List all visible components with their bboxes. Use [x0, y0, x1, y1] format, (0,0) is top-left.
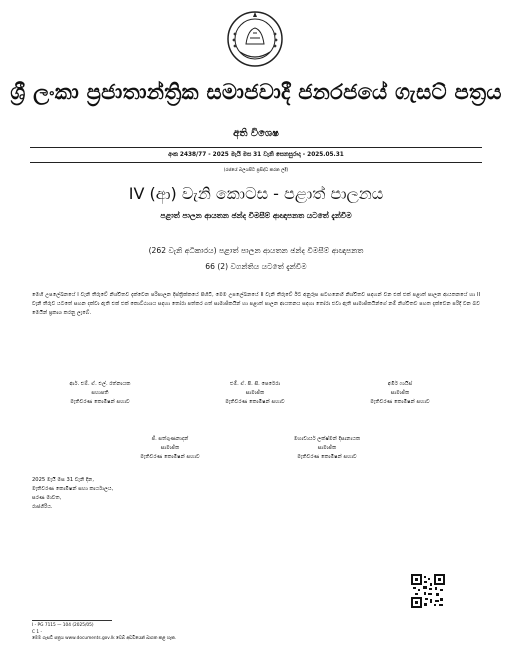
act-line: (262 වැනි අධිකාරය) පළාත් පාලන ආයතන ඡන්ද විමසීම් ආඥාපනත [148, 246, 364, 255]
signatory-name: එම්. ඒ. පී. සී. පෙරේරා [229, 381, 281, 387]
notice-heading: පළාත් පාලන ආයතන ඡන්ද විමසීම් ආඥාපනත යටතේ දැන්වීම [160, 211, 352, 220]
signatory-name: ජී. සත්ගුණනාදන් [151, 436, 189, 442]
issue-line: අංක 2438/77 - 2025 මැයි මස 31 වැනි සෙනසුරාදා - 2025.05.31 [30, 147, 482, 163]
signatory-role: සාමාජික [245, 390, 265, 396]
street: සරණ මාවත, [32, 495, 62, 501]
signatory-name: මහාචාර්ය ලක්ෂ්මන් දිසානායක [293, 436, 361, 442]
signatory-role: සාමාජික [160, 445, 180, 451]
signatory-office: මැතිවරණ කොමිෂන් සභාව [225, 399, 285, 405]
signatory-role: සාමාජික [390, 390, 410, 396]
signatory-office: මැතිවරණ කොමිෂන් සභාව [370, 399, 430, 405]
signatory-office: මැතිවරණ කොමිෂන් සභාව [70, 399, 130, 405]
signatory-office: මැතිවරණ කොමිෂන් සභාව [140, 454, 200, 460]
signatory-name: අමීර් ෆායිස් [387, 381, 413, 387]
office-name: මැතිවරණ කොමිෂන් සභා කාර්යාලය, [32, 486, 114, 492]
print-code: I - PG 7115 — 104 (2025/05) [32, 623, 94, 628]
footer [32, 623, 176, 643]
page-code: C 1 - [32, 629, 43, 635]
signatory-role: සාමාජික [317, 445, 337, 451]
signatory-2 [195, 380, 315, 407]
gazette-title: ශ්‍රී ලංකා ප්‍රජාතාන්ත්‍රික සමාජවාදී ජනරජයේ ගැසට් පත්‍රය [10, 80, 502, 104]
signatory-role: සභාපති [91, 390, 109, 396]
signatory-4 [110, 435, 230, 462]
signatory-5 [262, 435, 392, 462]
gazette-subtitle: අති විශෙෂ [233, 128, 279, 139]
authority-note: (රජයේ බලයපිට ප්‍රසිද්ධ කරන ලදී) [223, 168, 289, 173]
section-line: 66 (2) වගන්තිය යටතේ දැන්වීම [205, 262, 307, 271]
signatory-office: මැතිවරණ කොමිෂන් සභාව [297, 454, 357, 460]
city: රාජගිරිය. [32, 504, 53, 510]
issue-date: 2025 මැයි මස 31 වැනි දින, [32, 477, 94, 483]
signatory-name: ආර්. එම්. ඒ. එල්. රත්නායක [69, 381, 131, 387]
signatory-3 [340, 380, 460, 407]
website-note: මෙම ගැසට් පත්‍රය www.documents.gov.lk වෙබ් අඩවියෙන් බාගත කළ හැක. [32, 636, 177, 641]
footer-divider [32, 620, 112, 621]
signatory-1 [40, 380, 160, 407]
qr-code-icon [410, 573, 446, 609]
notice-body: මෙහි උපලේඛනයේ I වැනි තීරුවේ නිශ්චිතව දැක්වෙන පරිපාලන දිස්ත්‍රික්කයේ පිහිටි, මෙම උපලේඛනයේ II වැනි තීරුවේ ඊට අනුරූප සටහනෙහි නිශ්චිතව සඳහන් වන එක් එක් පළාත් පාලන ආයතනයේ හා II වැනි තීරුව යටතේ සහන දක්වා ඇති එක් එක් කොට්ඨාශය සඳහා තෝරා පත්කර ගත් සාමාජිකයින් හා පළාත් පාලන ආයතනය සඳහා තෝරා එවා ඇති සාමාජිකයින්ගේ නම් නිශ්චිතව පහත දැක්වෙන පරිදි වන බව මෙයින් ප්‍රකාශ කරනු ලැබේ. [32, 292, 480, 316]
national-emblem-icon [226, 8, 284, 70]
place-date-block [32, 476, 113, 512]
part-heading: IV (ආ) වැනි කොටස - පළාත් පාලනය [128, 184, 384, 203]
